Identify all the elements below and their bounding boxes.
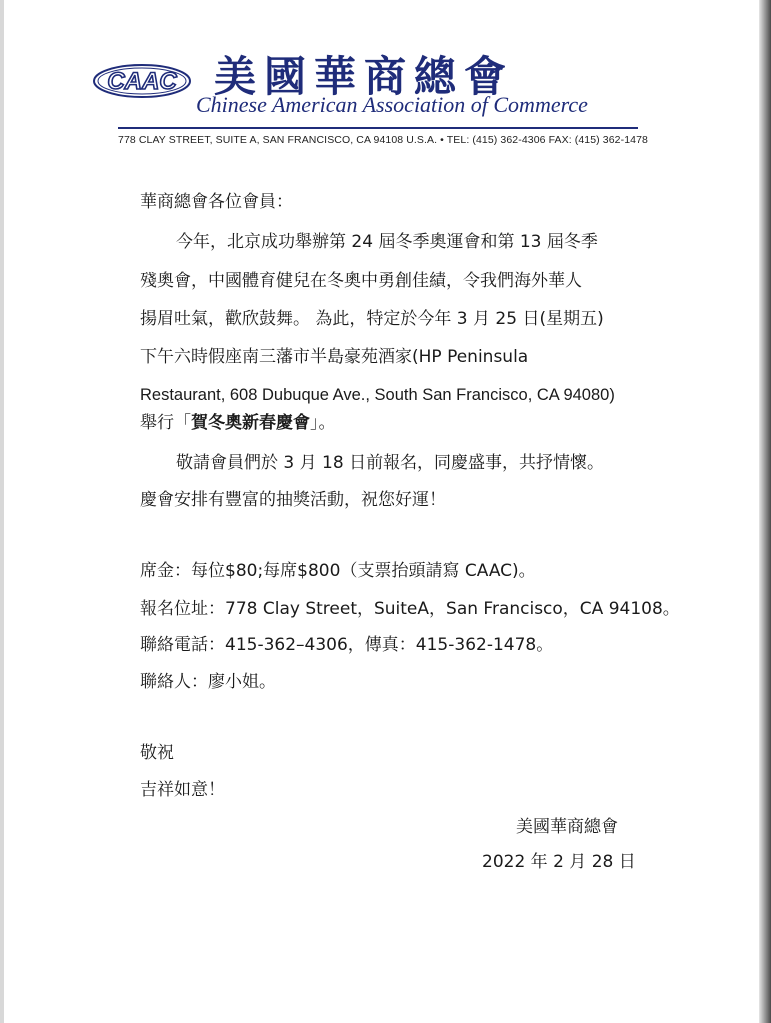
letterhead-rule <box>118 127 638 129</box>
paragraph1-line: Restaurant, 608 Dubuque Ave., South San Francisco, CA 94080) <box>140 386 615 404</box>
page-edge-left <box>0 0 4 1023</box>
closing-line: 敬祝 <box>140 743 174 763</box>
letter-date: 2022 年 2 月 28 日 <box>482 852 636 872</box>
detail-contact: 聯絡人：廖小姐。 <box>140 672 276 692</box>
paragraph1-line: 今年，北京成功舉辦第 24 屆冬季奧運會和第 13 屆冬季 <box>176 232 598 252</box>
org-english-name: Chinese American Association of Commerce <box>196 92 588 117</box>
paragraph2-line: 敬請會員們於 3 月 18 日前報名，同慶盛事，共抒情懷。 <box>176 453 605 473</box>
paragraph1-line: 下午六時假座南三藩市半島豪苑酒家(HP Peninsula <box>140 347 529 367</box>
org-chinese-name: 美國華商總會 <box>214 52 515 101</box>
paragraph1-line: 殘奧會，中國體育健兒在冬奧中勇創佳績，令我們海外華人 <box>140 271 582 291</box>
event-name: 賀冬奧新春慶會 <box>191 413 310 433</box>
paragraph1-line: 揚眉吐氣，歡欣鼓舞。 為此，特定於今年 3 月 25 日(星期五) <box>140 309 604 329</box>
event-line <box>140 412 336 434</box>
signature: 美國華商總會 <box>516 817 618 837</box>
detail-address: 報名位址：778 Clay Street，SuiteA，San Francisco，CA 94108。 <box>140 599 680 619</box>
detail-fee: 席金：每位$80;每席$800（支票抬頭請寫 CAAC)。 <box>140 561 536 581</box>
caac-logo <box>92 62 192 100</box>
event-suffix: 」。 <box>310 413 336 433</box>
paragraph2-line: 慶會安排有豐富的抽獎活動，祝您好運！ <box>140 490 446 510</box>
event-prefix: 舉行「 <box>140 413 191 433</box>
logo-text: CAAC <box>107 68 177 95</box>
detail-phone: 聯絡電話：415-362–4306，傳真：415-362-1478。 <box>140 635 554 655</box>
org-address: 778 CLAY STREET, SUITE A, SAN FRANCISCO, CA 94108 U.S.A. • TEL: (415) 362-4306 FAX: (415) 362-1478 <box>118 134 648 146</box>
salutation: 華商總會各位會員： <box>140 192 293 212</box>
closing-line: 吉祥如意！ <box>140 780 225 800</box>
page-edge-right <box>759 0 771 1023</box>
